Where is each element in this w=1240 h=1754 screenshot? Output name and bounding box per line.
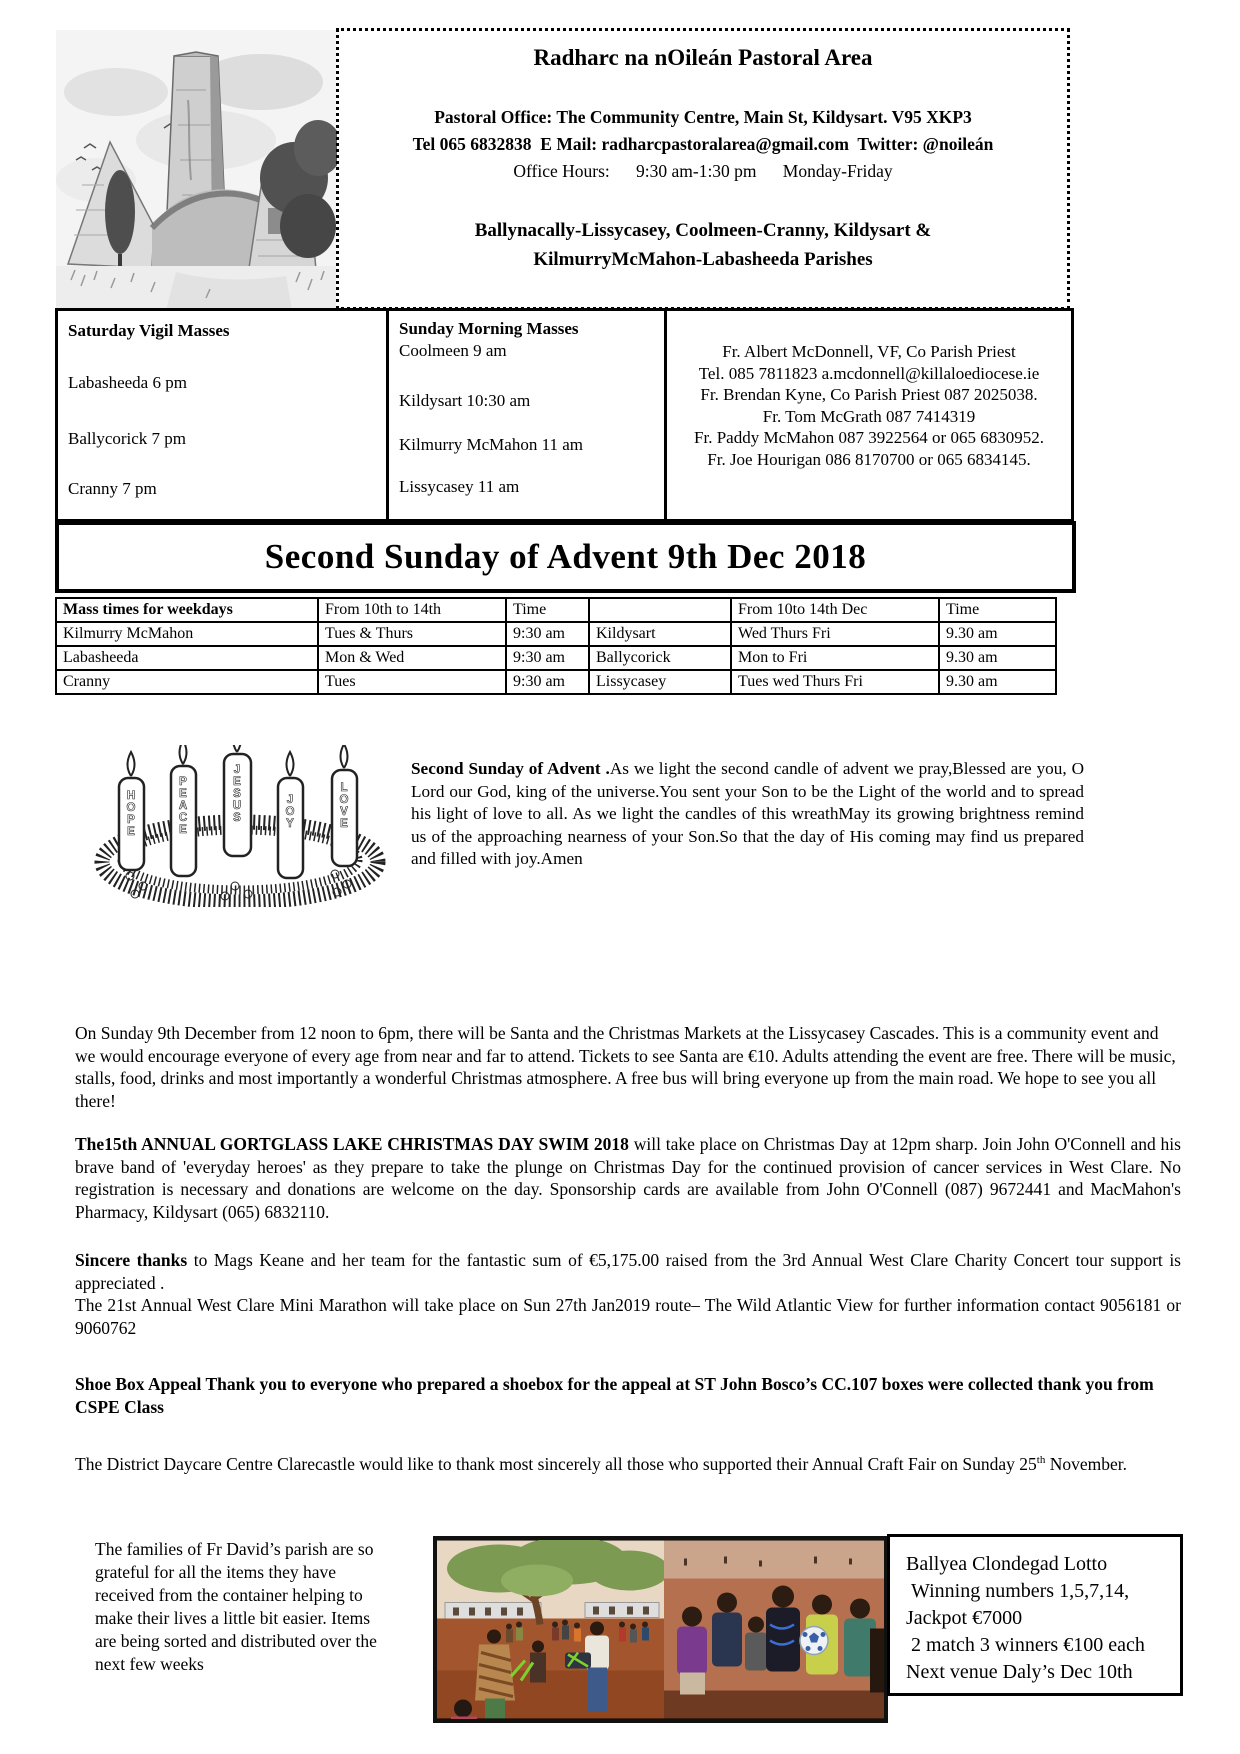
santa-markets-paragraph: On Sunday 9th December from 12 noon to 6pm, there will be Santa and the Christmas Markets at the Lissycasey Cascades. This is a community event and we would encourage everyone of every age from near and far to attend. Tickets to see Santa are €10. Adults attending the event are free. There will be music, stalls, food, drinks and most importantly a wonderful Christmas atmosphere. A free bus will bring everyone up from the main road. We hope to see you all there! xyxy=(75,1023,1176,1111)
column-header: Time xyxy=(506,598,589,622)
lotto-box xyxy=(887,1534,1183,1696)
column-header: Mass times for weekdays xyxy=(56,598,318,622)
priest-line: Fr. Tom McGrath 087 7414319 xyxy=(762,406,976,426)
advent-wreath-illustration xyxy=(85,745,395,907)
cell: Kildysart xyxy=(589,622,731,646)
mini-marathon-note: The 21st Annual West Clare Mini Marathon will take place on Sun 27th Jan2019 route– The Wild Atlantic View for further information contact 9056181 or 9060762 xyxy=(75,1295,1181,1338)
cell: Ballycorick xyxy=(589,646,731,670)
swim-title: The15th ANNUAL GORTGLASS LAKE CHRISTMAS DAY SWIM 2018 xyxy=(75,1134,629,1154)
cell: 9.30 am xyxy=(939,670,1056,694)
sunday-morning-masses xyxy=(386,311,664,519)
advent-prayer xyxy=(411,758,1084,871)
column-header xyxy=(589,598,731,622)
church-ruins-drawing xyxy=(55,30,337,310)
wreath-word-joy: JOY xyxy=(284,794,296,830)
ordinal-suffix: th xyxy=(1036,1454,1046,1466)
cell: 9.30 am xyxy=(939,622,1056,646)
cell: Tues xyxy=(318,670,506,694)
wreath-word-hope: HOPE xyxy=(125,790,137,838)
thanks-body: to Mags Keane and her team for the fantastic sum of €5,175.00 raised from the 3rd Annual West Clare Charity Concert tour support is appreciated . xyxy=(75,1250,1181,1293)
church-ruins-illustration xyxy=(55,30,337,310)
priest-line: Fr. Albert McDonnell, VF, Co Parish Priest xyxy=(722,342,1016,361)
advent-prayer-body: As we light the second candle of advent we pray,Blessed are you, O Lord our God, king of the universe.You sent your Son to be the Light of the world and to spread his light of love to all. As we light the candles of this wreathMay its growing brightness remind us of the approaching nearness of your Son.So that the day of His coming may find us prepared and filled with joy.Amen xyxy=(411,759,1085,868)
weekend-mass-box xyxy=(55,308,1074,522)
priest-line: Tel. 085 7811823 a.mcdonnell@killaloediocese.ie xyxy=(698,363,1040,383)
column-header: From 10th to 14th xyxy=(318,598,506,622)
parishes-line-1: Ballynacally-Lissycasey, Coolmeen-Cranny, Kildysart & xyxy=(474,220,932,241)
children-football-photo xyxy=(664,1540,884,1719)
priest-contacts xyxy=(664,311,1071,519)
daycare-thanks-paragraph xyxy=(75,1447,1181,1477)
mass-item: Coolmeen 9 am xyxy=(399,341,507,360)
cell: Mon to Fri xyxy=(731,646,939,670)
cell: Mon & Wed xyxy=(318,646,506,670)
weekday-mass-table xyxy=(55,597,1057,695)
charity-thanks-paragraph xyxy=(75,1249,1181,1339)
advent-prayer-lead: Second Sunday of Advent . xyxy=(411,759,610,778)
thanks-lead: Sincere thanks xyxy=(75,1250,188,1270)
wreath-word-peace: PEACE xyxy=(177,776,189,836)
banner-title: Second Sunday of Advent 9th Dec 2018 xyxy=(55,521,1076,593)
sunday-title: Sunday Morning Masses xyxy=(399,319,579,338)
table-row xyxy=(56,622,1056,646)
container-families-note: The families of Fr David’s parish are so grateful for all the items they have received from the container helping to make their lives a little bit easier. Items are being sorted and distributed over the next few weeks xyxy=(95,1539,377,1674)
daycare-text-end: November. xyxy=(1045,1453,1127,1474)
saturday-vigil-masses xyxy=(58,311,386,519)
lotto-line: Winning numbers 1,5,7,14, xyxy=(906,1580,1130,1602)
cell: Labasheeda xyxy=(56,646,318,670)
page-title: Radharc na nOileán Pastoral Area xyxy=(533,45,873,70)
mass-item: Ballycorick 7 pm xyxy=(68,429,187,448)
mass-item: Lissycasey 11 am xyxy=(399,477,520,496)
parishes-line-2: KilmurryMcMahon-Labasheeda Parishes xyxy=(533,249,873,270)
cell: Lissycasey xyxy=(589,670,731,694)
cell: Kilmurry McMahon xyxy=(56,622,318,646)
shoebox-appeal-paragraph: Shoe Box Appeal Thank you to everyone who prepared a shoebox for the appeal at ST John Bosco’s CC.107 boxes were collected thank you from CSPE Class xyxy=(75,1374,1154,1417)
cell: Wed Thurs Fri xyxy=(731,622,939,646)
cell: 9:30 am xyxy=(506,646,589,670)
lotto-line: Ballyea Clondegad Lotto xyxy=(906,1553,1108,1575)
cell: Tues & Thurs xyxy=(318,622,506,646)
office-hours: Office Hours: 9:30 am-1:30 pm Monday-Friday xyxy=(513,161,893,181)
table-header-row xyxy=(56,598,1056,622)
column-header: Time xyxy=(939,598,1056,622)
wreath-word-love: LOVE xyxy=(338,782,350,830)
saturday-title: Saturday Vigil Masses xyxy=(68,321,230,340)
cell: 9:30 am xyxy=(506,670,589,694)
header-box xyxy=(336,28,1070,310)
priest-line: Fr. Paddy McMahon 087 3922564 or 065 6830952. xyxy=(694,428,1044,447)
lotto-line: Jackpot €7000 xyxy=(906,1607,1023,1629)
priest-line: Fr. Brendan Kyne, Co Parish Priest 087 2025038. xyxy=(700,385,1038,404)
office-address: Pastoral Office: The Community Centre, Main St, Kildysart. V95 XKP3 xyxy=(434,107,972,127)
contact-line: Tel 065 6832838 E Mail: radharcpastoralarea@gmail.com Twitter: @noileán xyxy=(412,134,994,154)
cell: Tues wed Thurs Fri xyxy=(731,670,939,694)
mass-item: Kilmurry McMahon 11 am xyxy=(399,435,583,454)
priest-line: Fr. Joe Hourigan 086 8170700 or 065 6834145. xyxy=(707,449,1031,469)
village-distribution-photo xyxy=(437,1540,664,1719)
table-row xyxy=(56,646,1056,670)
daycare-text: The District Daycare Centre Clarecastle would like to thank most sincerely all those who supported their Annual Craft Fair on Sunday 25 xyxy=(75,1453,1037,1474)
cell: Cranny xyxy=(56,670,318,694)
swim-body: will take place on Christmas Day at 12pm sharp. Join John O'Connell and his brave band of 'everyday heroes' as they prepare to take the plunge on Christmas Day for the continued provision of cancer services in West Clare. No registration is necessary and donations are welcome on the day. Sponsorship cards are available from John O'Connell (087) 9672441 and MacMahon's Pharmacy, Kildysart (065) 6832110. xyxy=(75,1134,1181,1222)
mass-item: Cranny 7 pm xyxy=(68,479,157,498)
parishes-list xyxy=(339,216,1067,274)
cell: 9.30 am xyxy=(939,646,1056,670)
mission-photos xyxy=(433,1536,888,1723)
lotto-line: Next venue Daly’s Dec 10th xyxy=(906,1661,1133,1683)
wreath-word-jesus: JESUS xyxy=(231,764,243,824)
mass-item: Kildysart 10:30 am xyxy=(399,391,531,410)
table-row xyxy=(56,670,1056,694)
lotto-line: 2 match 3 winners €100 each xyxy=(906,1634,1145,1656)
christmas-swim-paragraph xyxy=(75,1133,1181,1223)
cell: 9:30 am xyxy=(506,622,589,646)
mass-item: Labasheeda 6 pm xyxy=(68,373,187,392)
advent-wreath-drawing xyxy=(85,745,395,907)
column-header: From 10to 14th Dec xyxy=(731,598,939,622)
